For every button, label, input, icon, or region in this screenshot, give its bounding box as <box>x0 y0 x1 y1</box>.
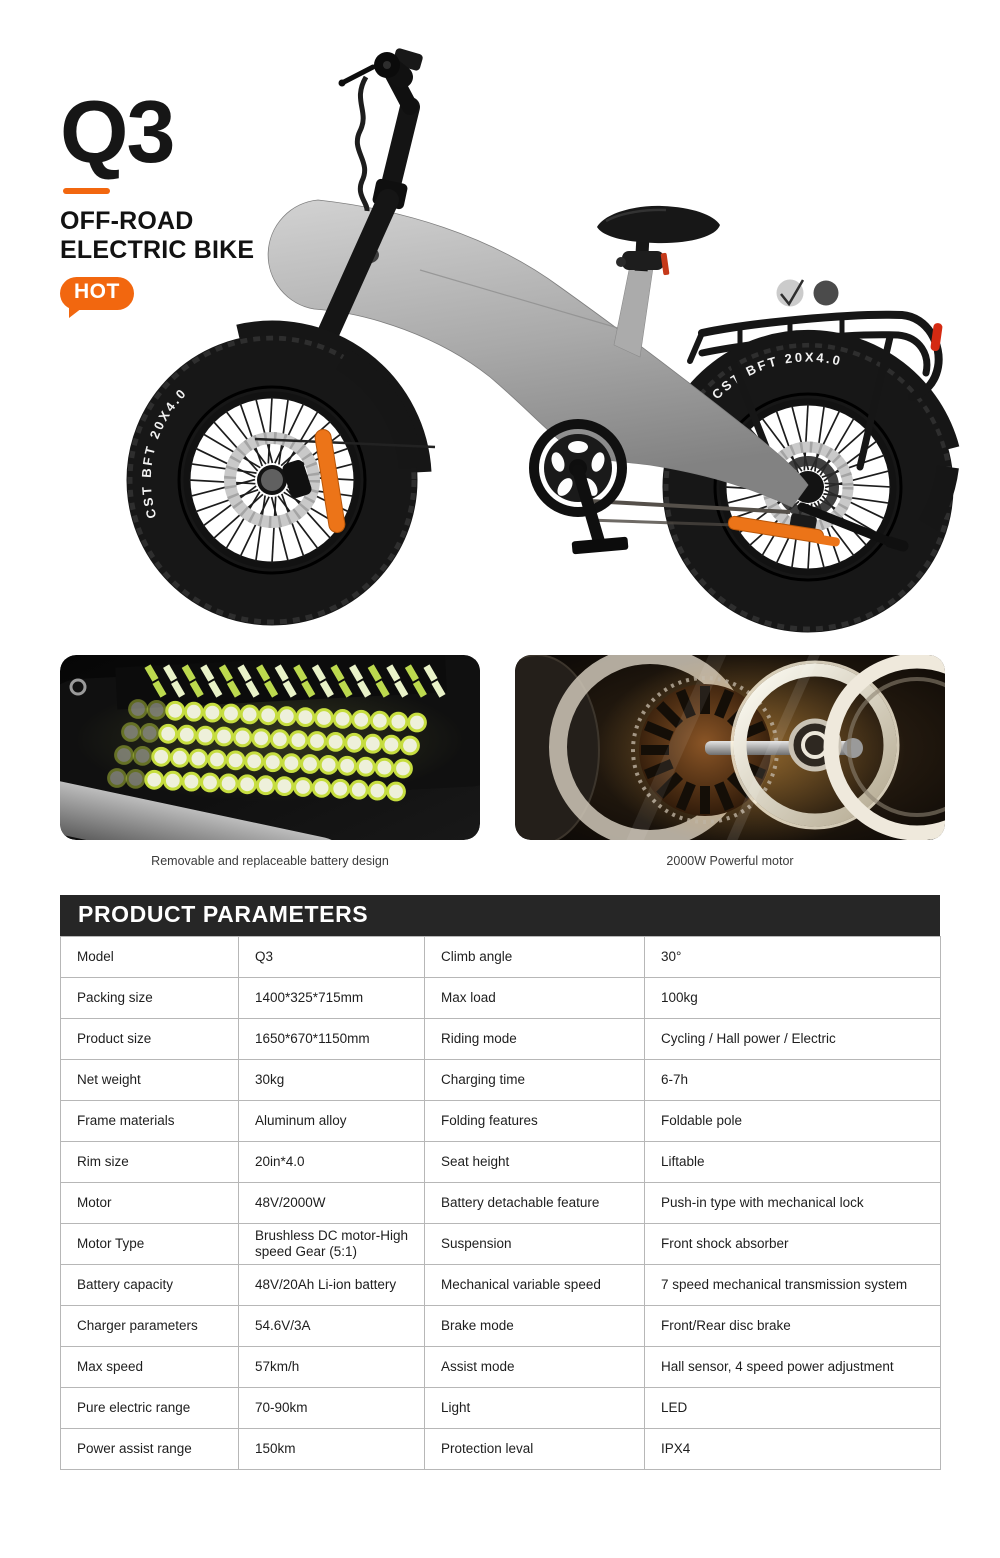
param-label: Max load <box>425 978 645 1019</box>
rear-tire-label: CST BFT 20X4.0 <box>708 349 844 403</box>
param-label: Charger parameters <box>61 1306 239 1347</box>
front-tire-label: CST BFT 20X4.0 <box>138 384 191 521</box>
pedal <box>572 537 629 555</box>
parameters-title: PRODUCT PARAMETERS <box>60 895 940 936</box>
param-value: 1400*325*715mm <box>239 978 425 1019</box>
tagline-line2: ELECTRIC BIKE <box>60 236 255 265</box>
param-label: Packing size <box>61 978 239 1019</box>
param-label: Folding features <box>425 1101 645 1142</box>
param-label: Power assist range <box>61 1429 239 1470</box>
parameters-table-body <box>61 937 941 1470</box>
brand-block <box>60 82 255 310</box>
param-value: Hall sensor, 4 speed power adjustment <box>645 1347 941 1388</box>
param-value: 7 speed mechanical transmission system <box>645 1265 941 1306</box>
table-row <box>61 1306 941 1347</box>
param-value: 48V/2000W <box>239 1183 425 1224</box>
rear-wheel <box>666 345 950 629</box>
motor-caption: 2000W Powerful motor <box>666 854 794 868</box>
front-rotor-cap <box>261 469 283 491</box>
feature-images <box>60 655 940 869</box>
param-value: 48V/20Ah Li-ion battery <box>239 1265 425 1306</box>
param-value: 1650*670*1150mm <box>239 1019 425 1060</box>
table-row <box>61 1224 941 1265</box>
table-row <box>61 1347 941 1388</box>
param-value: Foldable pole <box>645 1101 941 1142</box>
param-label: Product size <box>61 1019 239 1060</box>
table-row <box>61 1265 941 1306</box>
param-label: Light <box>425 1388 645 1429</box>
param-label: Brake mode <box>425 1306 645 1347</box>
table-row <box>61 1060 941 1101</box>
param-label: Protection leval <box>425 1429 645 1470</box>
saddle <box>597 206 720 243</box>
param-value: 20in*4.0 <box>239 1142 425 1183</box>
param-value: LED <box>645 1388 941 1429</box>
kickstand-foot <box>890 542 903 546</box>
table-row <box>61 1429 941 1470</box>
table-row <box>61 978 941 1019</box>
param-label: Assist mode <box>425 1347 645 1388</box>
param-value: Q3 <box>239 937 425 978</box>
param-value: Front/Rear disc brake <box>645 1306 941 1347</box>
param-value: Front shock absorber <box>645 1224 941 1265</box>
color-swatches <box>777 280 839 307</box>
motor-feature <box>515 655 945 869</box>
param-value: 30° <box>645 937 941 978</box>
model-title: Q3 <box>60 82 174 181</box>
table-row <box>61 1101 941 1142</box>
motor-image <box>515 655 945 840</box>
param-label: Charging time <box>425 1060 645 1101</box>
hot-badge: HOT <box>60 277 134 310</box>
grip-endcap <box>383 61 391 69</box>
param-value: 6-7h <box>645 1060 941 1101</box>
param-value: Liftable <box>645 1142 941 1183</box>
tagline <box>60 207 254 266</box>
tagline-line1: OFF-ROAD <box>60 206 194 235</box>
seat-tube <box>614 261 654 357</box>
parameters-table <box>60 936 941 1470</box>
table-row <box>61 1388 941 1429</box>
seat-clamp <box>622 251 664 270</box>
param-label: Climb angle <box>425 937 645 978</box>
param-value: IPX4 <box>645 1429 941 1470</box>
param-label: Frame materials <box>61 1101 239 1142</box>
param-value: 30kg <box>239 1060 425 1101</box>
battery-caption: Removable and replaceable battery design <box>151 854 389 868</box>
param-value: 54.6V/3A <box>239 1306 425 1347</box>
brake-lever-tip <box>339 80 346 87</box>
param-value: Cycling / Hall power / Electric <box>645 1019 941 1060</box>
battery-image <box>60 655 480 840</box>
param-label: Mechanical variable speed <box>425 1265 645 1306</box>
param-value: 100kg <box>645 978 941 1019</box>
shaft-end <box>843 738 863 758</box>
table-row <box>61 1142 941 1183</box>
parameters-section <box>60 895 940 1470</box>
accent-underline <box>63 188 110 194</box>
param-label: Pure electric range <box>61 1388 239 1429</box>
brake-lever <box>342 67 373 83</box>
param-label: Battery capacity <box>61 1265 239 1306</box>
param-label: Net weight <box>61 1060 239 1101</box>
param-value: Brushless DC motor-High speed Gear (5:1) <box>239 1224 425 1265</box>
param-label: Model <box>61 937 239 978</box>
battery-feature <box>60 655 480 869</box>
seat-qr-lever <box>616 257 626 267</box>
param-label: Suspension <box>425 1224 645 1265</box>
brake-cable-coil <box>357 77 367 211</box>
param-label: Max speed <box>61 1347 239 1388</box>
param-label: Battery detachable feature <box>425 1183 645 1224</box>
param-value: 57km/h <box>239 1347 425 1388</box>
param-label: Motor <box>61 1183 239 1224</box>
handlebar-stem <box>339 47 424 211</box>
param-value: 70-90km <box>239 1388 425 1429</box>
param-label: Rim size <box>61 1142 239 1183</box>
table-row <box>61 1019 941 1060</box>
param-label: Seat height <box>425 1142 645 1183</box>
crank-assembly <box>534 424 629 554</box>
param-value: Aluminum alloy <box>239 1101 425 1142</box>
param-label: Riding mode <box>425 1019 645 1060</box>
param-label: Motor Type <box>61 1224 239 1265</box>
table-row <box>61 1183 941 1224</box>
param-value: Push-in type with mechanical lock <box>645 1183 941 1224</box>
param-value: 150km <box>239 1429 425 1470</box>
color-swatch-dark <box>814 281 839 306</box>
table-row <box>61 937 941 978</box>
